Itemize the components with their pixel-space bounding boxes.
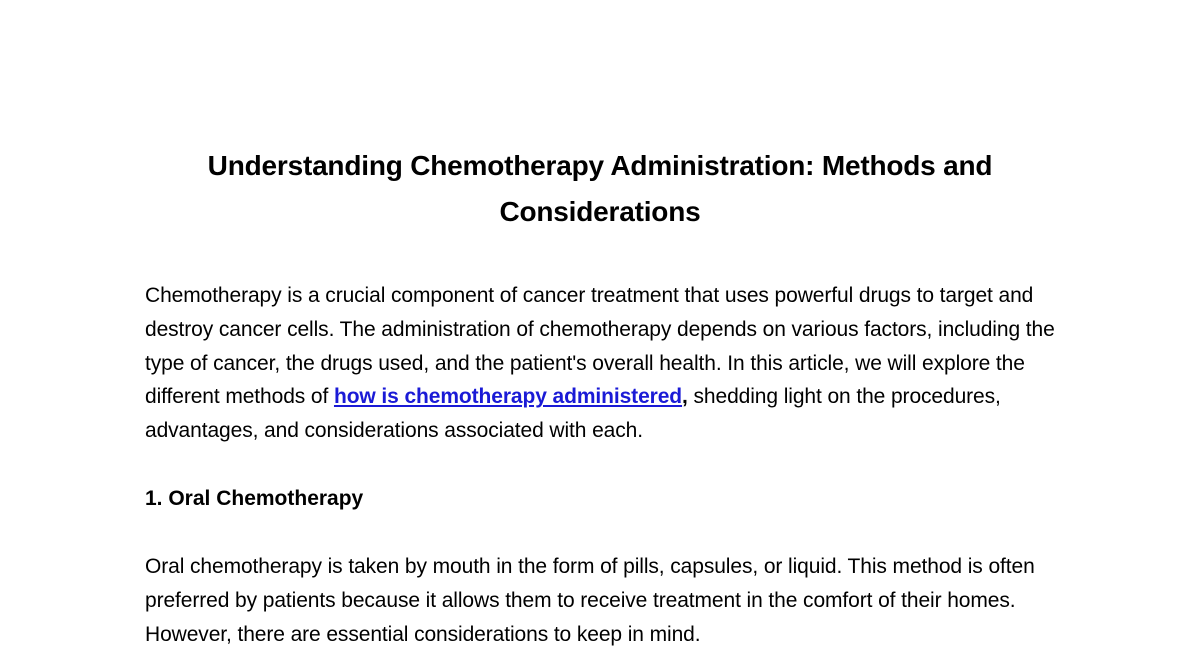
- chemotherapy-administered-link[interactable]: how is chemotherapy administered: [333, 385, 683, 409]
- intro-paragraph: [145, 279, 1057, 448]
- intro-text-after-link: shedding light on the procedures, advantages, and considerations associated with each.: [145, 385, 1001, 443]
- document-title: Understanding Chemotherapy Administration: Methods and Considerations: [207, 150, 993, 227]
- section-heading-oral-chemotherapy: 1. Oral Chemotherapy: [145, 487, 364, 510]
- oral-chemotherapy-paragraph: Oral chemotherapy is taken by mouth in the form of pills, capsules, or liquid. This method is often preferred by patients because it allows them to receive treatment in the comfort of their homes. However, there are essential considerations to keep in mind.: [145, 555, 1035, 646]
- intro-text-before-link: Chemotherapy is a crucial component of cancer treatment that uses powerful drugs to target and destroy cancer cells. The administration of chemotherapy depends on various factors, including the type of cancer, the drugs used, and the patient's overall health. In this article, we will explore the different methods of: [145, 284, 1055, 409]
- link-trailing-comma: ,: [682, 385, 688, 409]
